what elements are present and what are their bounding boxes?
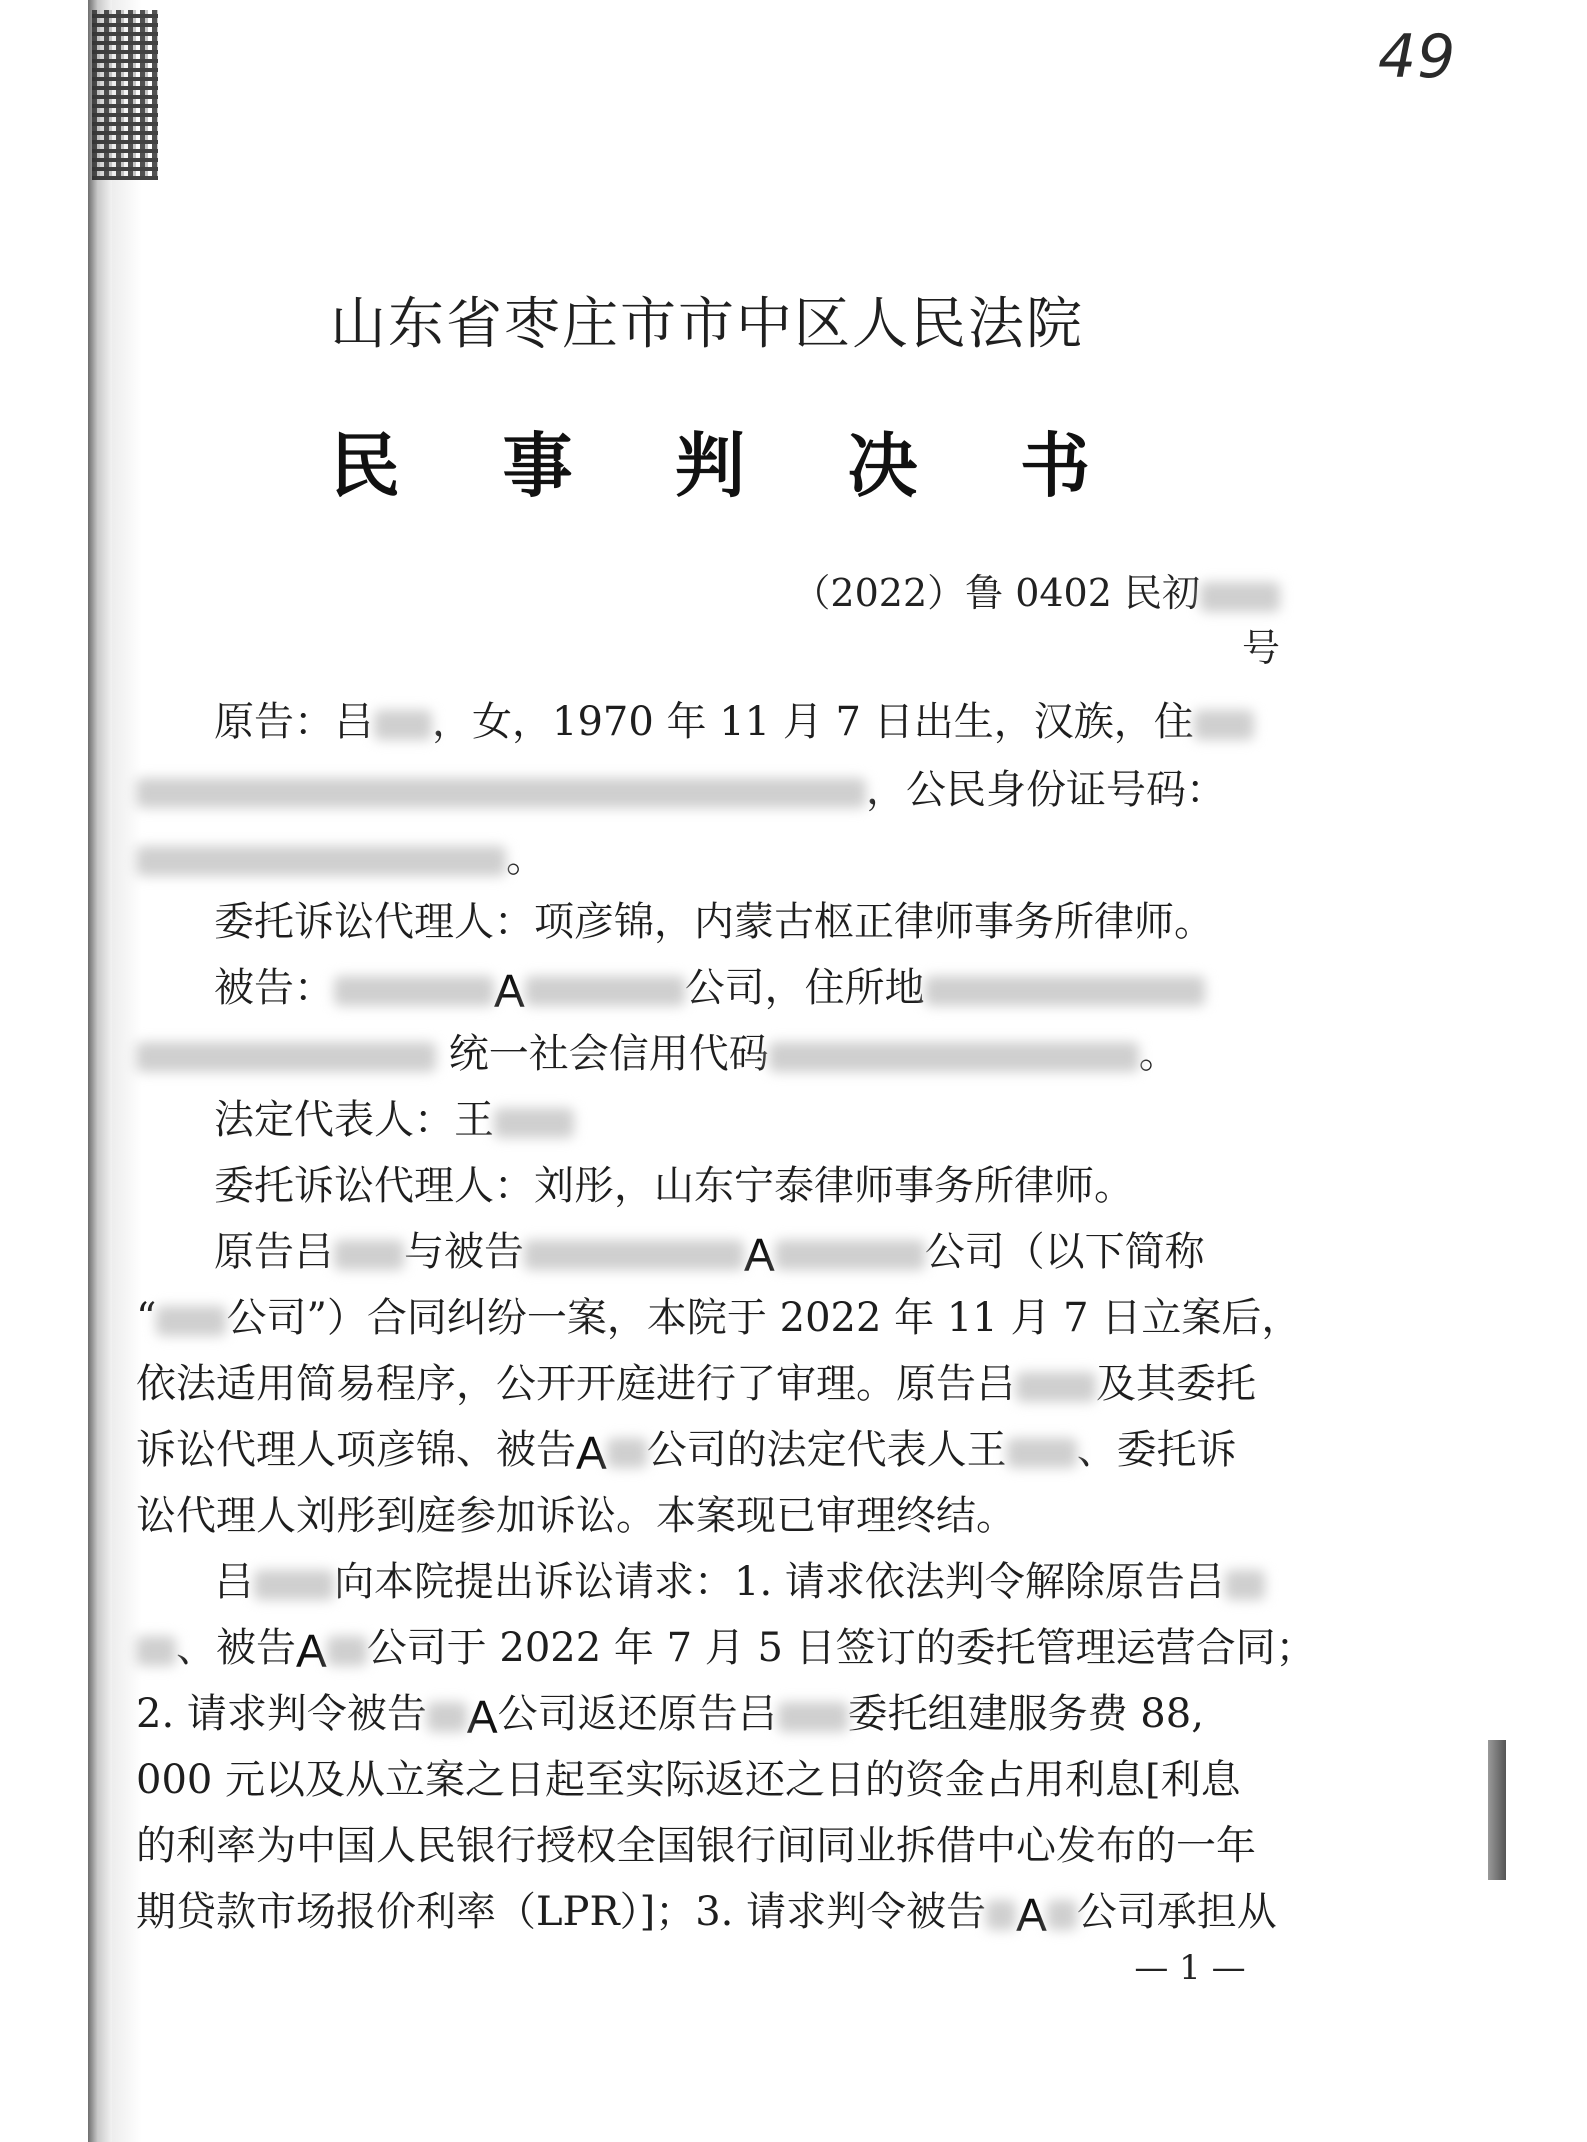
text-segment: 公司承担从	[1076, 1889, 1277, 1935]
text-segment: 公司的法定代表人王	[646, 1427, 1007, 1473]
handwritten-page-number: 49	[1378, 22, 1457, 92]
paragraph-line: 的利率为中国人民银行授权全国银行间同业拆借中心发布的一年	[136, 1823, 1256, 1869]
text-segment: 吕	[214, 1559, 254, 1605]
text-segment: 被告：	[214, 965, 334, 1011]
redacted-block	[778, 1702, 848, 1732]
redacted-block	[1194, 710, 1254, 740]
redaction-mark: A	[466, 1691, 498, 1743]
text-segment: 公司于 2022 年 7 月 5 日签订的委托管理运营合同；	[366, 1625, 1316, 1671]
text-segment: 向本院提出诉讼请求：1. 请求依法判令解除原告吕	[334, 1559, 1225, 1605]
scan-right-margin	[1496, 0, 1587, 2142]
text-segment: 与被告	[404, 1229, 524, 1275]
redacted-block	[374, 710, 432, 740]
title-char: 事	[502, 425, 573, 507]
redacted-block	[136, 1636, 176, 1666]
redacted-block	[1047, 1900, 1077, 1930]
redacted-block	[136, 1042, 436, 1072]
text-segment: 原告吕	[214, 1229, 334, 1275]
paragraph-line	[136, 965, 1354, 1017]
paragraph-line: 委托诉讼代理人：刘彤，山东宁泰律师事务所律师。	[214, 1163, 1134, 1209]
paragraph-line	[136, 1229, 1354, 1281]
text-segment: ，女，1970 年 11 月 7 日出生，汉族，住	[432, 699, 1194, 745]
qr-code-image	[92, 10, 158, 180]
scan-binding-shadow	[88, 0, 112, 2142]
text-segment: 统一社会信用代码	[448, 1031, 769, 1077]
text-segment: 委托组建服务费 88,	[847, 1691, 1204, 1737]
paragraph-line	[136, 700, 1354, 744]
redacted-block	[1225, 1570, 1265, 1600]
text-segment: 期贷款市场报价利率（LPR）]；3. 请求判令被告	[136, 1889, 987, 1935]
redacted-block	[769, 1042, 1139, 1072]
redaction-mark: A	[296, 1625, 327, 1677]
paragraph-line	[136, 1427, 1276, 1479]
paragraph-line	[136, 1362, 1276, 1406]
document-title	[330, 410, 1090, 511]
paragraph-line: 000 元以及从立案之日起至实际返还之日的资金占用利息[利息	[136, 1757, 1241, 1803]
redacted-block	[1007, 1438, 1077, 1468]
redacted-block	[136, 846, 506, 876]
text-segment: 法定代表人：王	[214, 1097, 494, 1143]
redacted-block	[1200, 582, 1280, 612]
paragraph-line	[136, 1625, 1316, 1677]
redacted-block	[494, 1108, 574, 1138]
paragraph-line: 委托诉讼代理人：项彦锦，内蒙古枢正律师事务所律师。	[214, 899, 1214, 945]
text-segment: 原告：吕	[214, 699, 374, 745]
paragraph-line	[136, 1691, 1276, 1743]
page-number: — 1 —	[1134, 1948, 1246, 1988]
redacted-block	[334, 976, 494, 1006]
paragraph-line	[136, 836, 1276, 880]
redacted-block	[156, 1306, 226, 1336]
text-segment: 、被告	[176, 1625, 296, 1671]
redacted-block	[136, 778, 866, 808]
paragraph-line	[136, 1098, 1354, 1142]
redaction-mark: A	[1016, 1889, 1047, 1941]
redacted-block	[334, 1240, 404, 1270]
paragraph-line	[136, 1889, 1277, 1941]
text-segment: 及其委托	[1096, 1361, 1256, 1407]
text-segment: “	[136, 1295, 157, 1341]
text-segment: 公司”）合同纠纷一案，本院于 2022 年 11 月 7 日立案后，	[226, 1295, 1302, 1341]
redaction-mark: A	[494, 965, 525, 1017]
text-segment: 2. 请求判令被告	[136, 1691, 427, 1737]
title-char: 书	[1020, 425, 1090, 507]
redacted-block	[607, 1438, 647, 1468]
text-segment: 公司，住所地	[684, 965, 925, 1011]
redacted-block	[1016, 1372, 1096, 1402]
case-number-suffix: 号	[1241, 626, 1280, 670]
redacted-block	[427, 1702, 467, 1732]
title-char: 民	[330, 425, 400, 507]
case-number-prefix: （2022）鲁 0402 民初	[792, 571, 1200, 615]
paragraph-line	[136, 1295, 1302, 1341]
title-char: 判	[675, 425, 745, 507]
scan-edge-mark	[1488, 1740, 1506, 1880]
redaction-mark: A	[744, 1229, 775, 1281]
paragraph-line	[136, 768, 1276, 812]
text-segment: 。	[1138, 1031, 1179, 1077]
text-segment: ，公民身份证号码：	[866, 767, 1226, 813]
redacted-block	[925, 976, 1205, 1006]
paragraph-line	[136, 1560, 1354, 1604]
redacted-block	[254, 1570, 334, 1600]
redacted-block	[986, 1900, 1016, 1930]
title-char: 决	[847, 425, 918, 507]
redacted-block	[525, 976, 685, 1006]
text-segment: 诉讼代理人项彦锦、被告	[136, 1427, 576, 1473]
text-segment: 依法适用简易程序，公开开庭进行了审理。原告吕	[136, 1361, 1016, 1407]
text-segment: 公司返还原告吕	[497, 1691, 778, 1737]
redacted-block	[775, 1240, 925, 1270]
court-name: 山东省枣庄市市中区人民法院	[330, 292, 1084, 357]
text-segment: 。	[506, 835, 546, 881]
paragraph-line: 讼代理人刘彤到庭参加诉讼。本案现已审理终结。	[136, 1493, 1016, 1539]
redacted-block	[327, 1636, 367, 1666]
text-segment: 公司（以下简称	[924, 1229, 1205, 1275]
paragraph-line	[136, 1032, 1276, 1076]
redacted-block	[524, 1240, 744, 1270]
redaction-mark: A	[576, 1427, 607, 1479]
text-segment: 、委托诉	[1076, 1427, 1237, 1473]
case-number	[760, 562, 1280, 672]
